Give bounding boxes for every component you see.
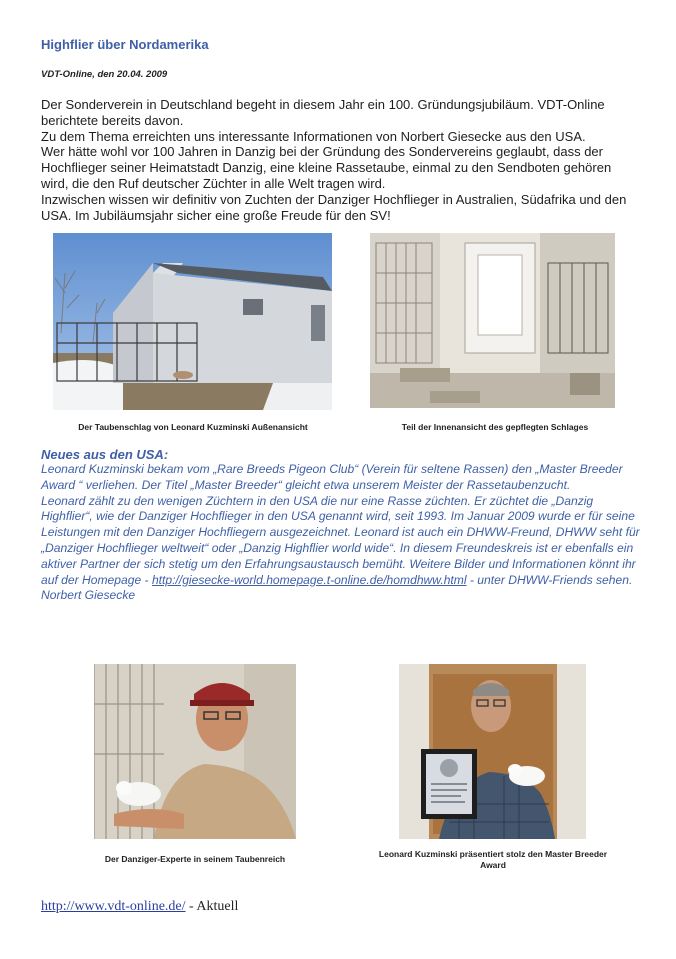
photo-caption: Leonard Kuzminski präsentiert stolz den Master Breeder Award [378,849,608,870]
expert-photo [94,664,296,839]
news-paragraph: Leonard Kuzminski bekam vom „Rare Breeds Pigeon Club“ (Verein für seltene Rassen) den „Master Breeder Award “ verliehen. Der Titel „Master Breeder“ gleicht etwa unserem Meister der Rassetaubenzucht. [41,462,623,492]
photo-caption: Der Taubenschlag von Leonard Kuzminski Außenansicht [78,422,308,432]
news-signature: Norbert Giesecke [41,588,136,603]
intro-paragraph: Der Sonderverein in Deutschland begeht in diesem Jahr ein 100. Gründungsjubiläum. VDT-Online berichtete bereits davon. [41,97,605,128]
footer-text: - Aktuell [185,899,239,914]
footer [41,899,238,915]
award-photo [399,664,586,839]
intro-paragraph: Wer hätte wohl vor 100 Jahren in Danzig bei der Gründung des Sondervereins geglaubt, dass der Hochflieger seiner Heimatstadt Danzig, eine kleine Rassetaube, einmal zu den Sendboten gehören wird, die den Ruf deutscher Züchter in alle Welt tragen wird. [41,144,612,191]
news-paragraph [41,494,641,589]
article-dateline: VDT-Online, den 20.04. 2009 [41,69,168,80]
vdt-online-link[interactable]: http://www.vdt-online.de/ [41,899,186,914]
homepage-link[interactable]: http://giesecke-world.homepage.t-online.de/homdhww.html [151,572,467,587]
intro-text [41,97,631,223]
news-text-segment: - unter DHWW-Friends sehen. [466,572,633,587]
intro-paragraph: Zu dem Thema erreichten uns interessante Informationen von Norbert Giesecke aus den USA. [41,128,586,144]
article-title: Highflier über Nordamerika [41,37,209,52]
intro-paragraph: Inzwischen wissen wir definitiv von Zuchten der Danziger Hochflieger in Australien, Südafrika und den USA. Im Jubiläumsjahr sicher eine große Freude für den SV! [41,191,627,223]
news-heading: Neues aus den USA: [41,447,169,462]
news-text [41,462,641,604]
news-text-segment: Leonard zählt zu den wenigen Züchtern in den USA die nur eine Rasse züchten. Er züchtet die „Danzig Highflier“, wie der Danziger Hochflieger in den USA genannt wird, seit 1993. Im Januar 2009 wurde er für seine Leistungen mit den Danziger Hochfliegern ausgezeichnet. Leonard ist auch ein DHWW-Freund, DHWW seht für „Danziger Hochflieger weltweit“ oder „Danzig Highflier world wide“. In diesem Freundeskreis ist er ebenfalls ein aktiver Partner der sich stetig um den Erfahrungsaustausch bemüht. Weitere Bilder und Informationen könnt ihr auf der Homepage - [41,493,640,587]
loft-interior-photo [370,233,615,408]
loft-exterior-photo [53,233,332,410]
photo-caption: Teil der Innenansicht des gepflegten Schlages [401,422,589,432]
photo-caption: Der Danziger-Experte in seinem Taubenreich [104,854,286,864]
